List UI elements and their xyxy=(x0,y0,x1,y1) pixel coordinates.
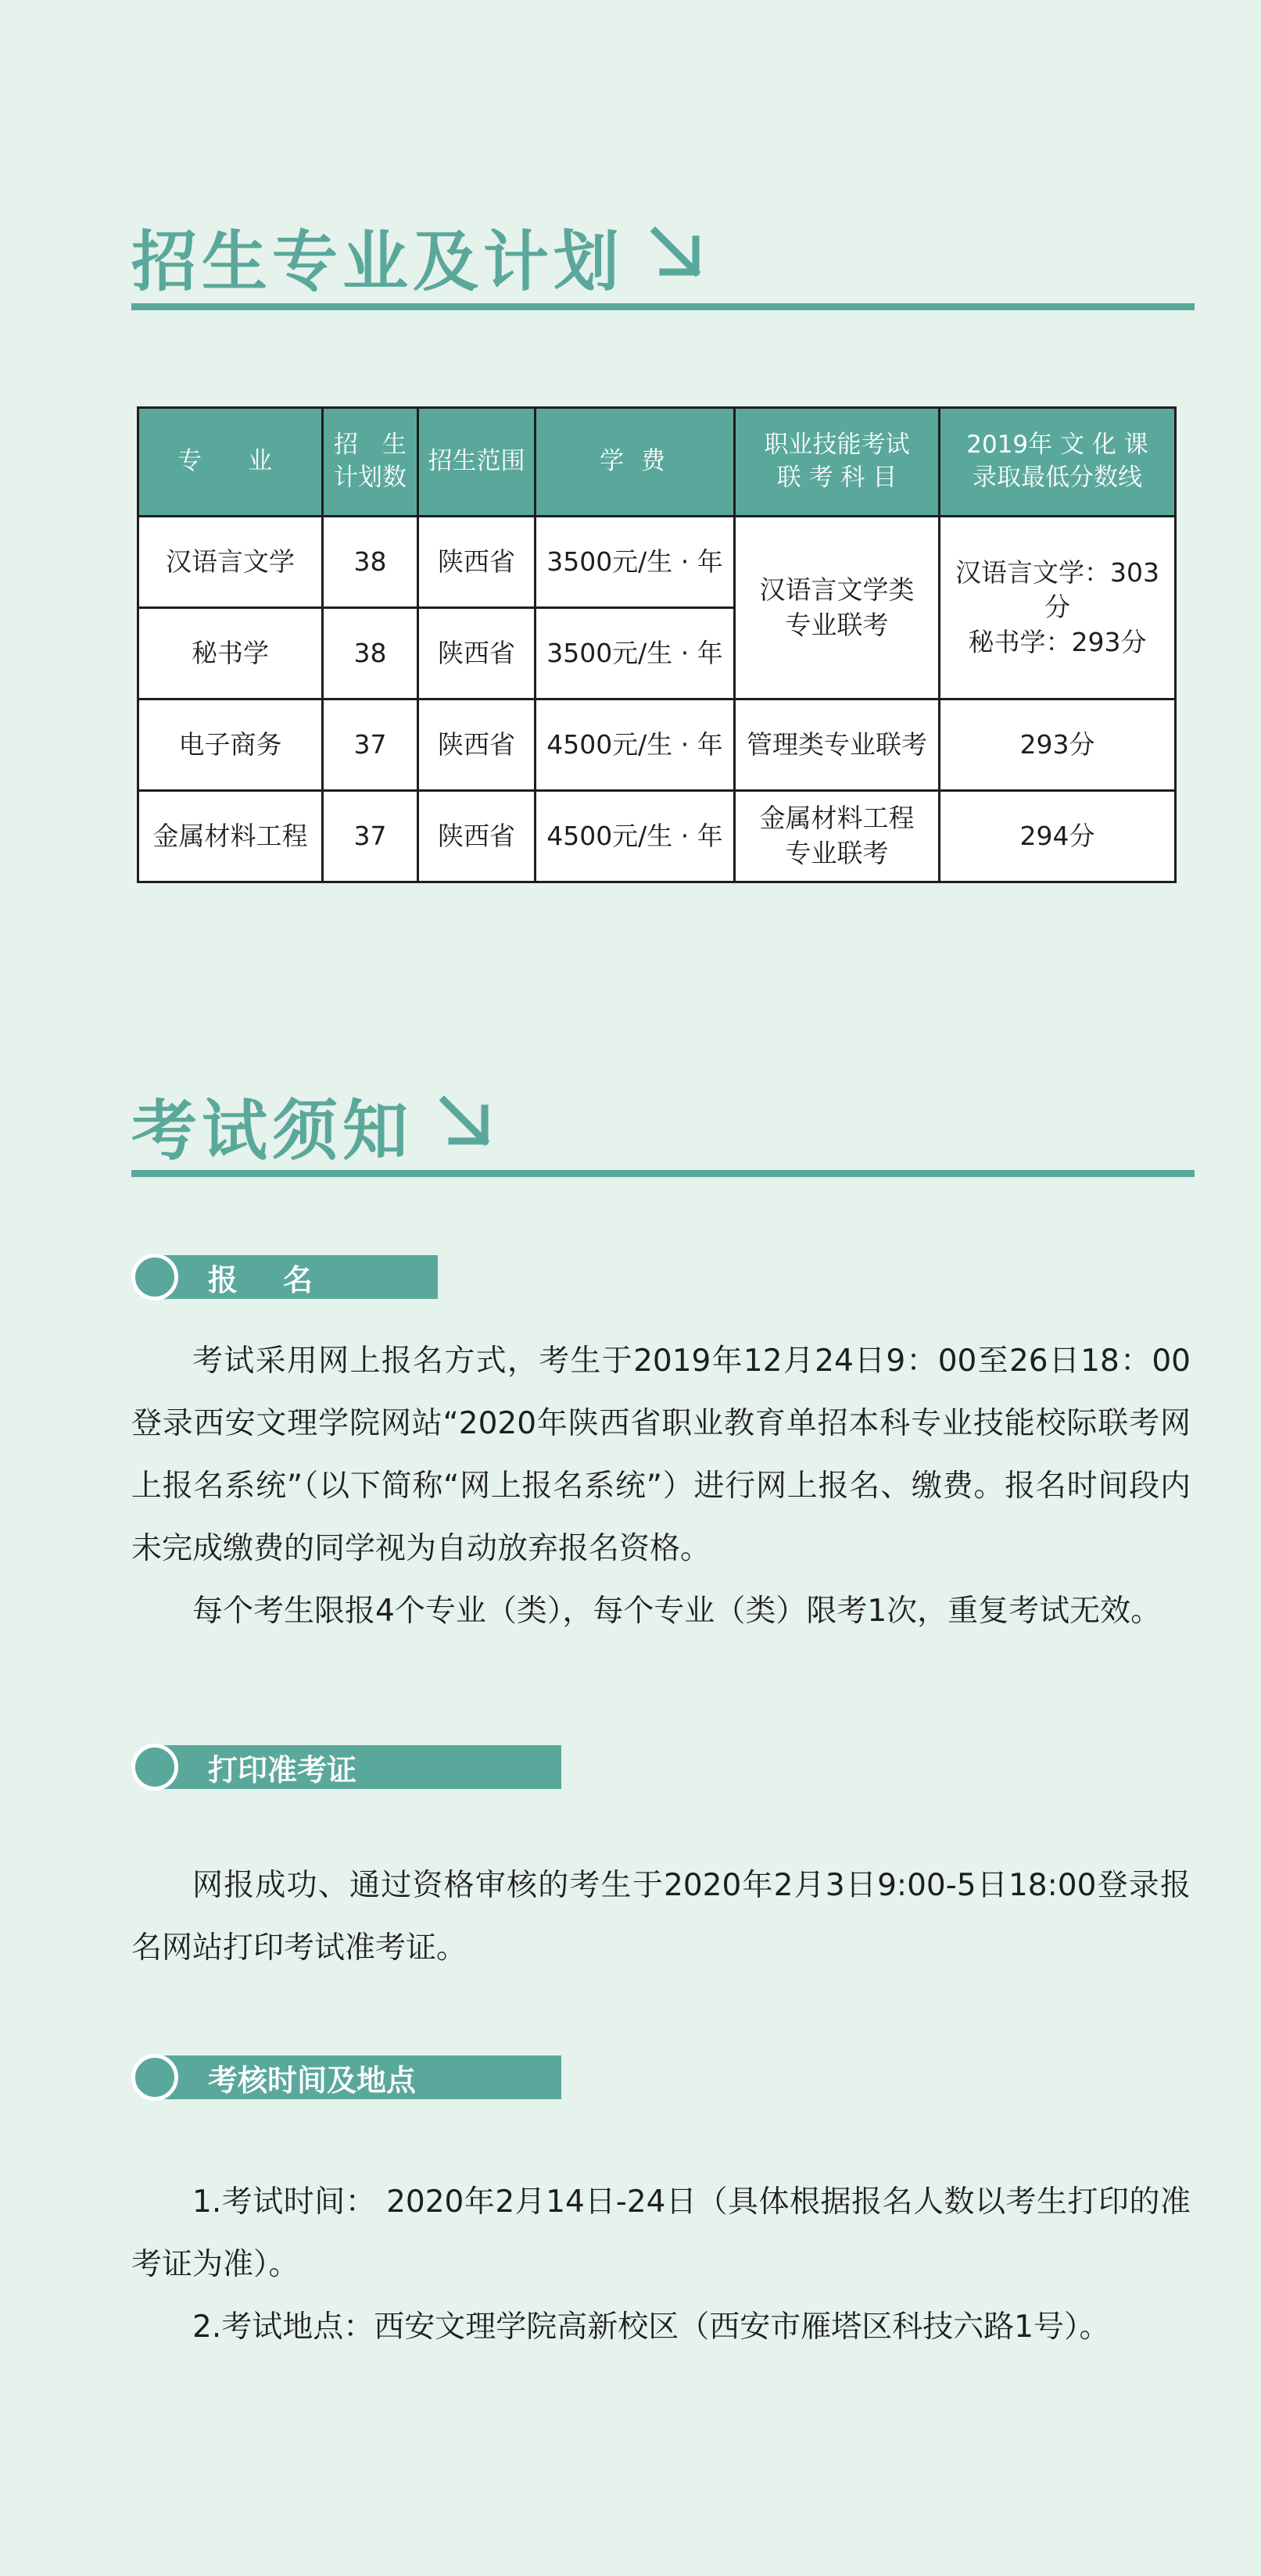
cell-tuition: 3500元/生 · 年 xyxy=(536,517,735,608)
cell-major: 电子商务 xyxy=(138,699,323,791)
cell-plan-count: 38 xyxy=(323,608,418,699)
cell-plan-count: 37 xyxy=(323,699,418,791)
admission-paragraph: 网报成功、通过资格审核的考生于2020年2月3日9:00-5日18:00登录报名网站打印考试准考证。 xyxy=(131,1868,1191,1966)
cell-exam-subject: 管理类专业联考 xyxy=(735,699,940,791)
circle-bullet-icon xyxy=(131,2054,178,2101)
arrow-down-right-icon xyxy=(649,219,704,295)
cell-scope: 陕西省 xyxy=(418,517,536,608)
header-plan-count: 招 生 计划数 xyxy=(323,408,418,517)
notice-title-text: 考试须知 xyxy=(131,1093,414,1169)
arrow-down-right-icon xyxy=(438,1088,493,1165)
cell-min-score: 293分 xyxy=(940,699,1176,791)
header-major: 专 业 xyxy=(138,408,323,517)
header-min-score: 2019年 文 化 课 录取最低分数线 xyxy=(940,408,1176,517)
plan-title-text: 招生专业及计划 xyxy=(131,224,625,300)
registration-heading xyxy=(131,1255,438,1299)
admission-ticket-heading xyxy=(131,1745,561,1789)
enrollment-plan-table xyxy=(137,406,1177,883)
cell-tuition: 3500元/生 · 年 xyxy=(536,608,735,699)
header-exam-subject: 职业技能考试 联 考 科 目 xyxy=(735,408,940,517)
exam-time-place-label: 考核时间及地点 xyxy=(158,2055,561,2099)
exam-time-paragraph: 1.考试时间： 2020年2月14日-24日（具体根据报名人数以考生打印的准考证为准）。 xyxy=(131,2184,1191,2282)
cell-plan-count: 37 xyxy=(323,791,418,882)
cell-exam-subject-merged: 汉语言文学类 专业联考 xyxy=(735,517,940,699)
registration-paragraph-2: 每个考生限报4个专业（类），每个专业（类）限考1次，重复考试无效。 xyxy=(192,1594,1162,1629)
cell-plan-count: 38 xyxy=(323,517,418,608)
cell-exam-subject: 金属材料工程 专业联考 xyxy=(735,791,940,882)
plan-section-title xyxy=(131,209,704,304)
registration-paragraph-1: 考试采用网上报名方式，考生于2019年12月24日9：00至26日18：00登录西安文理学院网站“2020年陕西省职业教育单招本科专业技能校际联考网上报名系统”（以下简称“网上报名系统”）进行网上报名、缴费。报名时间段内未完成缴费的同学视为自动放弃报名资格。 xyxy=(131,1343,1191,1566)
notice-title-rule xyxy=(131,1170,1195,1177)
table-row xyxy=(138,699,1176,791)
circle-bullet-icon xyxy=(131,1744,178,1791)
table-header-row xyxy=(138,408,1176,517)
cell-major: 汉语言文学 xyxy=(138,517,323,608)
exam-time-place-heading xyxy=(131,2055,561,2099)
cell-min-score: 294分 xyxy=(940,791,1176,882)
cell-min-score-merged: 汉语言文学：303分 秘书学：293分 xyxy=(940,517,1176,699)
header-tuition: 学 费 xyxy=(536,408,735,517)
table-row xyxy=(138,517,1176,608)
plan-title-rule xyxy=(131,303,1195,310)
cell-scope: 陕西省 xyxy=(418,791,536,882)
notice-section-title xyxy=(131,1079,493,1173)
header-scope: 招生范围 xyxy=(418,408,536,517)
cell-tuition: 4500元/生 · 年 xyxy=(536,791,735,882)
exam-place-paragraph: 2.考试地点：西安文理学院高新校区（西安市雁塔区科技六路1号）。 xyxy=(192,2309,1110,2345)
cell-scope: 陕西省 xyxy=(418,608,536,699)
circle-bullet-icon xyxy=(131,1254,178,1301)
cell-major: 秘书学 xyxy=(138,608,323,699)
table-row xyxy=(138,791,1176,882)
admission-ticket-label: 打印准考证 xyxy=(158,1745,561,1789)
registration-label: 报 名 xyxy=(158,1255,438,1299)
cell-tuition: 4500元/生 · 年 xyxy=(536,699,735,791)
cell-major: 金属材料工程 xyxy=(138,791,323,882)
cell-scope: 陕西省 xyxy=(418,699,536,791)
